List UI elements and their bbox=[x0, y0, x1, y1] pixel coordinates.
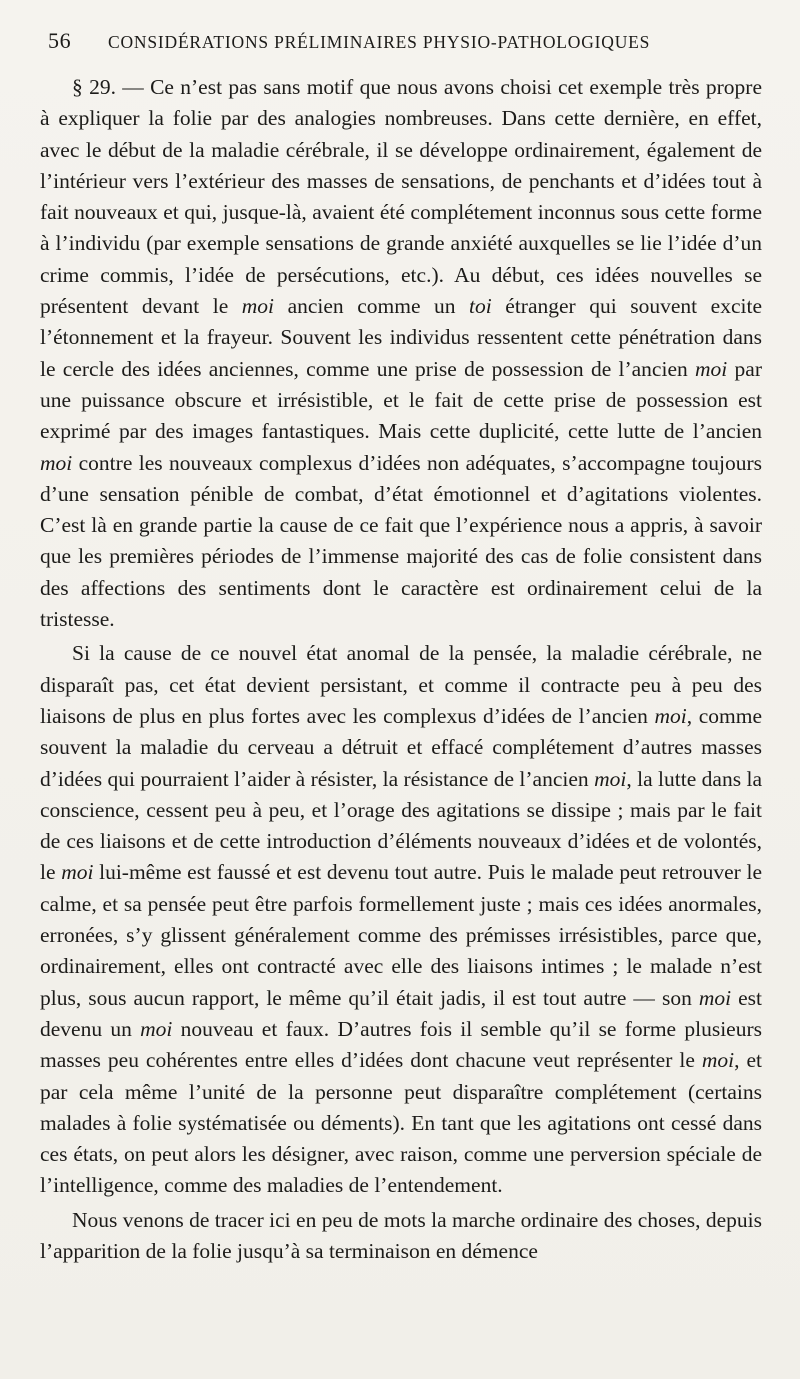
paragraph-ordinary-course bbox=[40, 1205, 762, 1268]
text-run: , la lutte dans la conscience, cessent peu à peu, et l’orage des agitations se dissipe ; mais par le fait de ces liaisons et de cette introduction d’éléments nouveaux d’idées et de volontés, le bbox=[40, 766, 763, 885]
italic-word: moi bbox=[140, 1016, 173, 1041]
italic-word: moi bbox=[594, 766, 627, 791]
italic-word: moi bbox=[701, 1048, 735, 1073]
text-run: § 29. — Ce n’est pas sans motif que nous avons choisi cet exemple très propre à expliquer la folie par des analogies nombreuses. Dans cette dernière, en effet, avec le début de la maladie cérébrale, il se développe ordinairement, également de l’intérieur vers l’extérieur des masses de sensations, de penchants et d’idées tout à fait nouveaux et qui, jusque-là, avaient été complétement inconnus sous cette forme à l’individu (par exemple sensations de grande anxiété auxquelles se lie l’idée d’un crime commis, l’idée de persécutions, etc.). Au début, ces idées nouvelles se présentent devant le bbox=[40, 75, 762, 319]
text-run: par une puissance obscure et irrésistible, et le fait de cette prise de possession est exprimé par des images fantastiques. Mais cette duplicité, cette lutte de l’ancien bbox=[40, 356, 763, 444]
text-run: Nous venons de tracer ici en peu de mots la marche ordinaire des choses, depuis l’apparition de la folie jusqu’à sa terminaison en démence bbox=[40, 1207, 762, 1263]
text-run: , et par cela même l’unité de la personne peut disparaître complétement (certains malades à folie systématisée ou déments). En tant que les agitations ont cessé dans ces états, on peut alors les désigner, avec raison, comme une perversion spéciale de l’intelligence, comme des maladies de l’entendement. bbox=[40, 1048, 762, 1198]
italic-word: moi bbox=[40, 450, 73, 475]
italic-word: moi bbox=[241, 294, 275, 319]
text-run: , comme souvent la maladie du cerveau a détruit et effacé complétement d’autres masses d’idées qui pourraient l’aider à résister, la résistance de l’ancien bbox=[40, 703, 762, 791]
text-run: contre les nouveaux complexus d’idées non adéquates, s’accompagne toujours d’une sensation pénible de combat, d’état émotionnel et d’agitations violentes. C’est là en grande partie la cause de ce fait que l’expérience nous a appris, à savoir que les premières périodes de l’immense majorité des cas de folie consistent dans des affections des sentiments dont le caractère est ordinairement celui de la tristesse. bbox=[40, 450, 762, 632]
running-title: CONSIDÉRATIONS PRÉLIMINAIRES PHYSIO-PATHOLOGIQUES bbox=[108, 32, 651, 52]
paragraph-persistent-state bbox=[40, 638, 762, 1201]
italic-word: moi bbox=[654, 703, 687, 728]
page-number: 56 bbox=[48, 28, 72, 53]
italic-word: moi bbox=[61, 860, 94, 885]
text-run: étranger qui souvent excite l’étonnement et la frayeur. Souvent les individus ressentent cette pénétration dans le cercle des idées anciennes, comme une prise de possession de l’ancien bbox=[40, 294, 762, 381]
text-run: Si la cause de ce nouvel état anomal de la pensée, la maladie cérébrale, ne disparaît pas, cet état devient persistant, et comme il contracte peu à peu des liaisons de plus en plus fortes avec les complexus d’idées de l’ancien bbox=[40, 641, 762, 728]
text-run: est devenu un bbox=[40, 985, 762, 1041]
body-text bbox=[40, 72, 762, 1267]
text-run: ancien comme un bbox=[274, 294, 470, 319]
italic-word: toi bbox=[469, 294, 492, 319]
italic-word: moi bbox=[695, 356, 728, 381]
paragraph-section-29 bbox=[40, 72, 762, 635]
text-run: lui-même est faussé et est devenu tout autre. Puis le malade peut retrouver le calme, et sa pensée peut être parfois formellement juste ; mais ces idées anormales, erronées, s’y glissent généralement comme des prémisses irrésistibles, parce que, ordinairement, elles ont contracté avec elle des liaisons intimes ; le malade n’est plus, sous aucun rapport, le même qu’il était jadis, il est tout autre — son bbox=[40, 860, 762, 1010]
italic-word: moi bbox=[698, 985, 732, 1010]
running-head bbox=[40, 28, 762, 68]
text-run: nouveau et faux. D’autres fois il semble qu’il se forme plusieurs masses peu cohérentes entre elles d’idées dont chacune veut représenter le bbox=[40, 1016, 763, 1073]
